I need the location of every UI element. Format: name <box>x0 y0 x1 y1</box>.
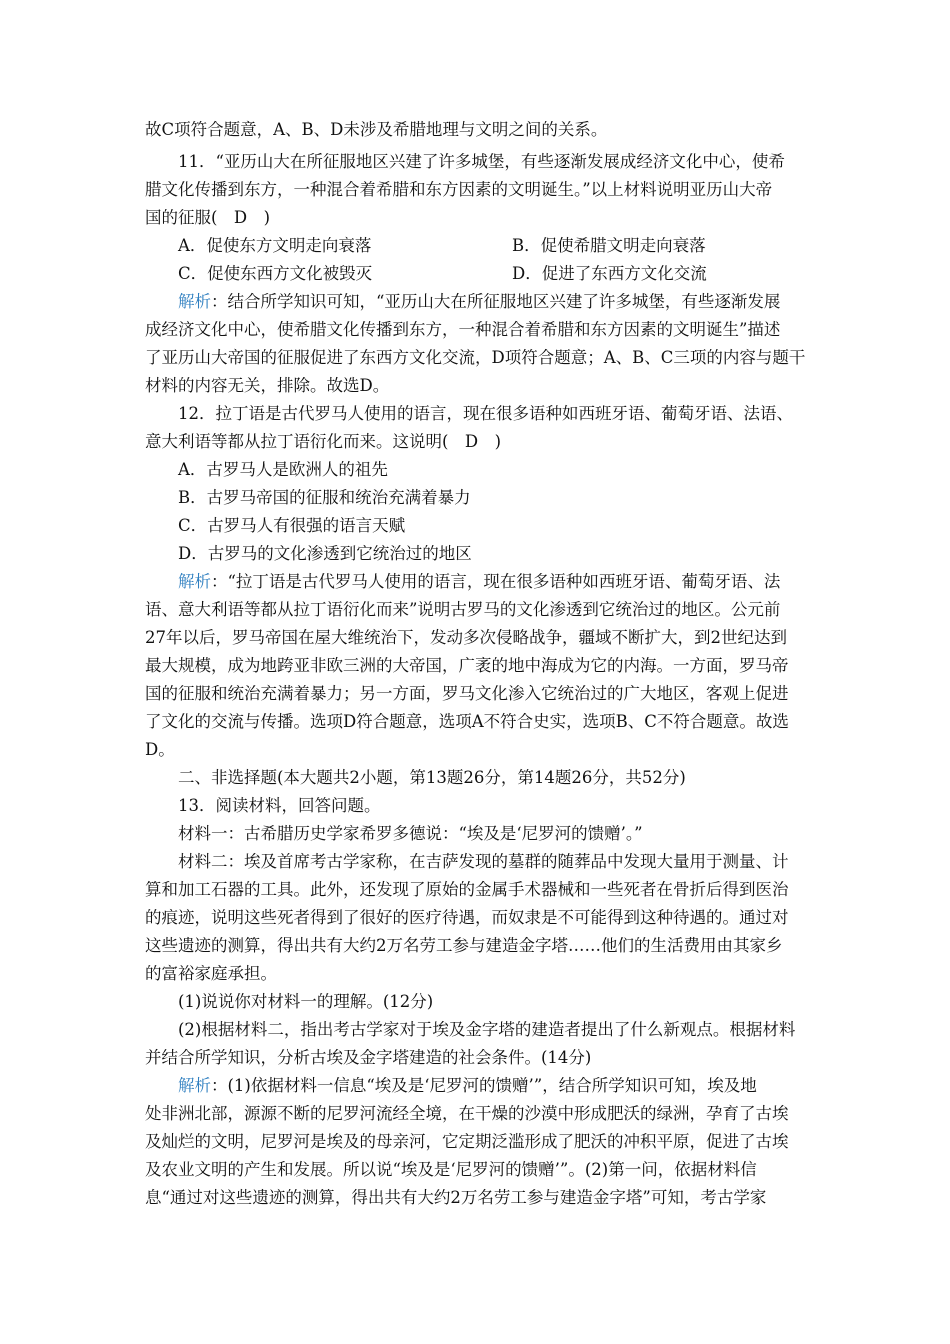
q11-option-a: A．促使东方文明走向衰落 <box>178 236 372 255</box>
q13-intro: 13．阅读材料，回答问题。 <box>178 796 381 815</box>
q13-material-2-line: 算和加工石器的工具。此外，还发现了原始的金属手术器械和一些死者在骨折后得到医治 <box>145 880 789 899</box>
analysis-text: ：“拉丁语是古代罗马人使用的语言，现在很多语种如西班牙语、葡萄牙语、法 <box>211 572 781 591</box>
q12-analysis-line: 最大规模，成为地跨亚非欧三洲的大帝国，广袤的地中海成为它的内海。一方面，罗马帝 <box>145 656 789 675</box>
q13-analysis-line: 息“通过对这些遗迹的测算，得出共有大约2万名劳工参与建造金字塔”可知，考古学家 <box>145 1188 767 1207</box>
analysis-text: ：结合所学知识可知，“亚历山大在所征服地区兴建了许多城堡，有些逐渐发展 <box>211 292 781 311</box>
q12-analysis-line: 国的征服和统治充满着暴力；另一方面，罗马文化渗入它统治过的广大地区，客观上促进 <box>145 684 789 703</box>
q11-stem-line: 国的征服( D ) <box>145 208 271 227</box>
q12-option-b: B．古罗马帝国的征服和统治充满着暴力 <box>178 488 471 507</box>
q11-stem-line: 11．“亚历山大在所征服地区兴建了许多城堡，有些逐渐发展成经济文化中心，使希 <box>178 152 785 171</box>
q12-option-a: A．古罗马人是欧洲人的祖先 <box>178 460 388 479</box>
section-heading: 二、非选择题(本大题共2小题，第13题26分，第14题26分，共52分) <box>178 768 686 787</box>
previous-answer-tail: 故C项符合题意，A、B、D未涉及希腊地理与文明之间的关系。 <box>145 120 608 139</box>
q12-analysis-line: D。 <box>145 740 175 759</box>
q13-analysis-line: 及灿烂的文明，尼罗河是埃及的母亲河，它定期泛滥形成了肥沃的冲积平原，促进了古埃 <box>145 1132 789 1151</box>
q12-analysis-line <box>178 568 780 596</box>
q13-material-2-line: 的痕迹，说明这些死者得到了很好的医疗待遇，而奴隶是不可能得到这种待遇的。通过对 <box>145 908 789 927</box>
analysis-label: 解析 <box>178 292 211 311</box>
q13-analysis-line <box>178 1072 757 1100</box>
q12-analysis-line: 了文化的交流与传播。选项D符合题意，选项A不符合史实，选项B、C不符合题意。故选 <box>145 712 789 731</box>
q12-stem-line: 12．拉丁语是古代罗马人使用的语言，现在很多语种如西班牙语、葡萄牙语、法语、 <box>178 404 793 423</box>
q11-option-b: B．促使希腊文明走向衰落 <box>512 236 706 255</box>
q12-analysis-line: 27年以后，罗马帝国在屋大维统治下，发动多次侵略战争，疆域不断扩大，到2世纪达到 <box>145 628 787 647</box>
q12-analysis-line: 语、意大利语等都从拉丁语衍化而来”说明古罗马的文化渗透到它统治过的地区。公元前 <box>145 600 781 619</box>
q13-material-2-line: 材料二：埃及首席考古学家称，在吉萨发现的墓群的随葬品中发现大量用于测量、计 <box>178 852 789 871</box>
q12-option-c: C．古罗马人有很强的语言天赋 <box>178 516 406 535</box>
q13-material-2-line: 的富裕家庭承担。 <box>145 964 277 983</box>
q12-stem-line: 意大利语等都从拉丁语衍化而来。这说明( D ) <box>145 432 502 451</box>
q13-material-1: 材料一：古希腊历史学家希罗多德说：“埃及是‘尼罗河的馈赠’。” <box>178 824 643 843</box>
q11-analysis-line: 材料的内容无关，排除。故选D。 <box>145 376 390 395</box>
analysis-label: 解析 <box>178 572 211 591</box>
q13-subquestion-2-line: 并结合所学知识，分析古埃及金字塔建造的社会条件。(14分) <box>145 1048 592 1067</box>
q13-material-2-line: 这些遗迹的测算，得出共有大约2万名劳工参与建造金字塔……他们的生活费用由其家乡 <box>145 936 783 955</box>
analysis-text: ：(1)依据材料一信息“埃及是‘尼罗河的馈赠’”，结合所学知识可知，埃及地 <box>211 1076 757 1095</box>
q13-analysis-line: 及农业文明的产生和发展。所以说“埃及是‘尼罗河的馈赠’”。(2)第一问，依据材料信 <box>145 1160 757 1179</box>
q13-analysis-line: 处非洲北部，源源不断的尼罗河流经全境，在干燥的沙漠中形成肥沃的绿洲，孕育了古埃 <box>145 1104 789 1123</box>
q11-option-c: C．促使东西方文化被毁灭 <box>178 264 373 283</box>
q11-analysis-line <box>178 288 780 316</box>
q11-stem-line: 腊文化传播到东方，一种混合着希腊和东方因素的文明诞生。”以上材料说明亚历山大帝 <box>145 180 773 199</box>
q11-analysis-line: 了亚历山大帝国的征服促进了东西方文化交流，D项符合题意；A、B、C三项的内容与题干 <box>145 348 806 367</box>
q13-subquestion-1: (1)说说你对材料一的理解。(12分) <box>178 992 434 1011</box>
analysis-label: 解析 <box>178 1076 211 1095</box>
q11-analysis-line: 成经济文化中心，使希腊文化传播到东方，一种混合着希腊和东方因素的文明诞生”描述 <box>145 320 781 339</box>
q12-option-d: D．古罗马的文化渗透到它统治过的地区 <box>178 544 472 563</box>
q13-subquestion-2-line: (2)根据材料二，指出考古学家对于埃及金字塔的建造者提出了什么新观点。根据材料 <box>178 1020 796 1039</box>
q11-option-d: D．促进了东西方文化交流 <box>512 264 707 283</box>
